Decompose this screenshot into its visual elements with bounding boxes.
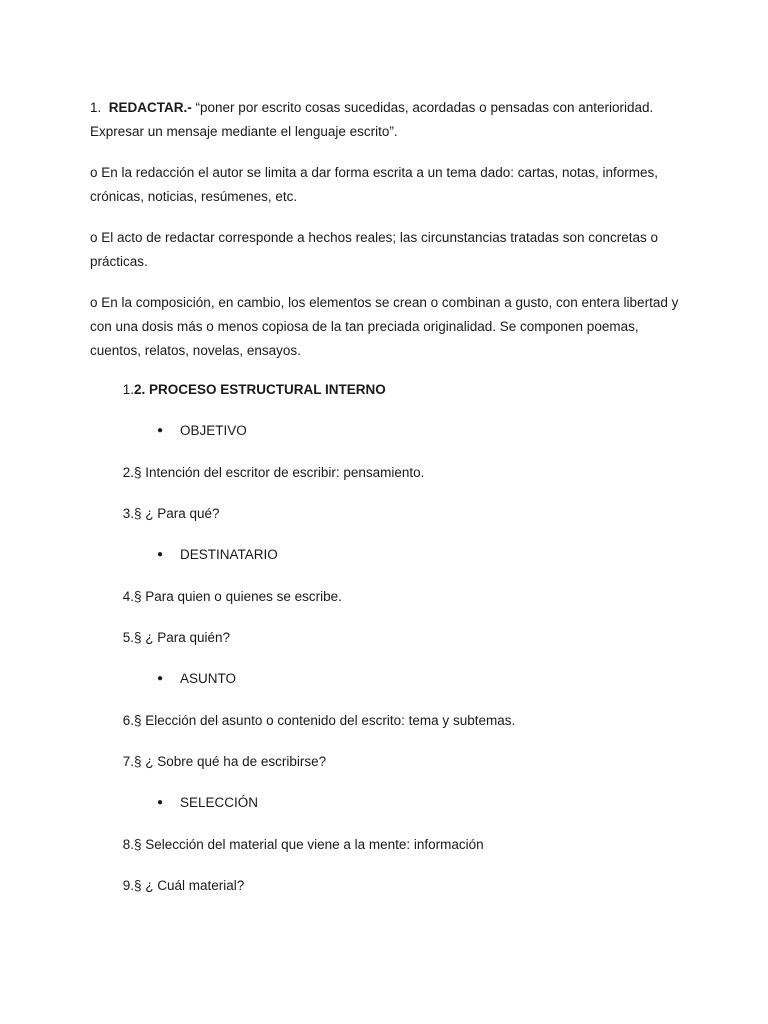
list-number: 6.: [122, 713, 134, 728]
paragraph-acto-redactar: o El acto de redactar corresponde a hechos reales; las circunstancias tratadas son concretas o prácticas.: [90, 230, 659, 269]
bullet-icon: ●: [157, 797, 164, 808]
list-item-text: § ¿ Para qué?: [134, 506, 220, 521]
bullet-label: ASUNTO: [180, 671, 237, 686]
list-number: 4.: [122, 589, 134, 604]
section-heading: 2. PROCESO ESTRUCTURAL INTERNO: [134, 382, 386, 397]
bullet-icon: ●: [157, 425, 164, 436]
intro-definition: “poner por escrito cosas sucedidas, acordadas o pensadas con anterioridad. Expresar un mensaje mediante el lenguaje escrito”.: [90, 100, 654, 139]
intro-paragraph: [90, 96, 686, 144]
list-item-text: § ¿ Cuál material?: [134, 878, 245, 893]
bullet-label: SELECCIÓN: [180, 795, 259, 810]
list-item-text: § Selección del material que viene a la mente: información: [134, 837, 484, 852]
list-item-text: § ¿ Para quién?: [134, 630, 231, 645]
paragraph-composicion: o En la composición, en cambio, los elementos se crean o combinan a gusto, con entera libertad y con una dosis más o menos copiosa de la tan preciada originalidad. Se componen poemas, cuentos, relatos, novelas, ensayos.: [90, 295, 679, 358]
list-item-text: § Para quien o quienes se escribe.: [134, 589, 342, 604]
bullet-icon: ●: [157, 673, 164, 684]
list-number: 5.: [122, 630, 134, 645]
intro-number: 1.: [90, 100, 102, 115]
list-item-text: § ¿ Sobre qué ha de escribirse?: [134, 754, 327, 769]
bullet-icon: ●: [157, 549, 164, 560]
list-item-text: § Elección del asunto o contenido del escrito: tema y subtemas.: [134, 713, 516, 728]
list-number: 7.: [122, 754, 134, 769]
list-item-text: § Intención del escritor de escribir: pensamiento.: [134, 465, 425, 480]
list-number: 2.: [122, 465, 134, 480]
list-number: 8.: [122, 837, 134, 852]
bullet-label: OBJETIVO: [180, 423, 247, 438]
paragraph-redaccion: o En la redacción el autor se limita a dar forma escrita a un tema dado: cartas, notas, informes, crónicas, noticias, resúmenes, etc.: [90, 165, 659, 204]
list-number: 1.: [122, 382, 134, 397]
list-number: 3.: [122, 506, 134, 521]
list-number: 9.: [122, 878, 134, 893]
intro-term: REDACTAR.-: [108, 100, 192, 115]
bullet-label: DESTINATARIO: [180, 547, 278, 562]
